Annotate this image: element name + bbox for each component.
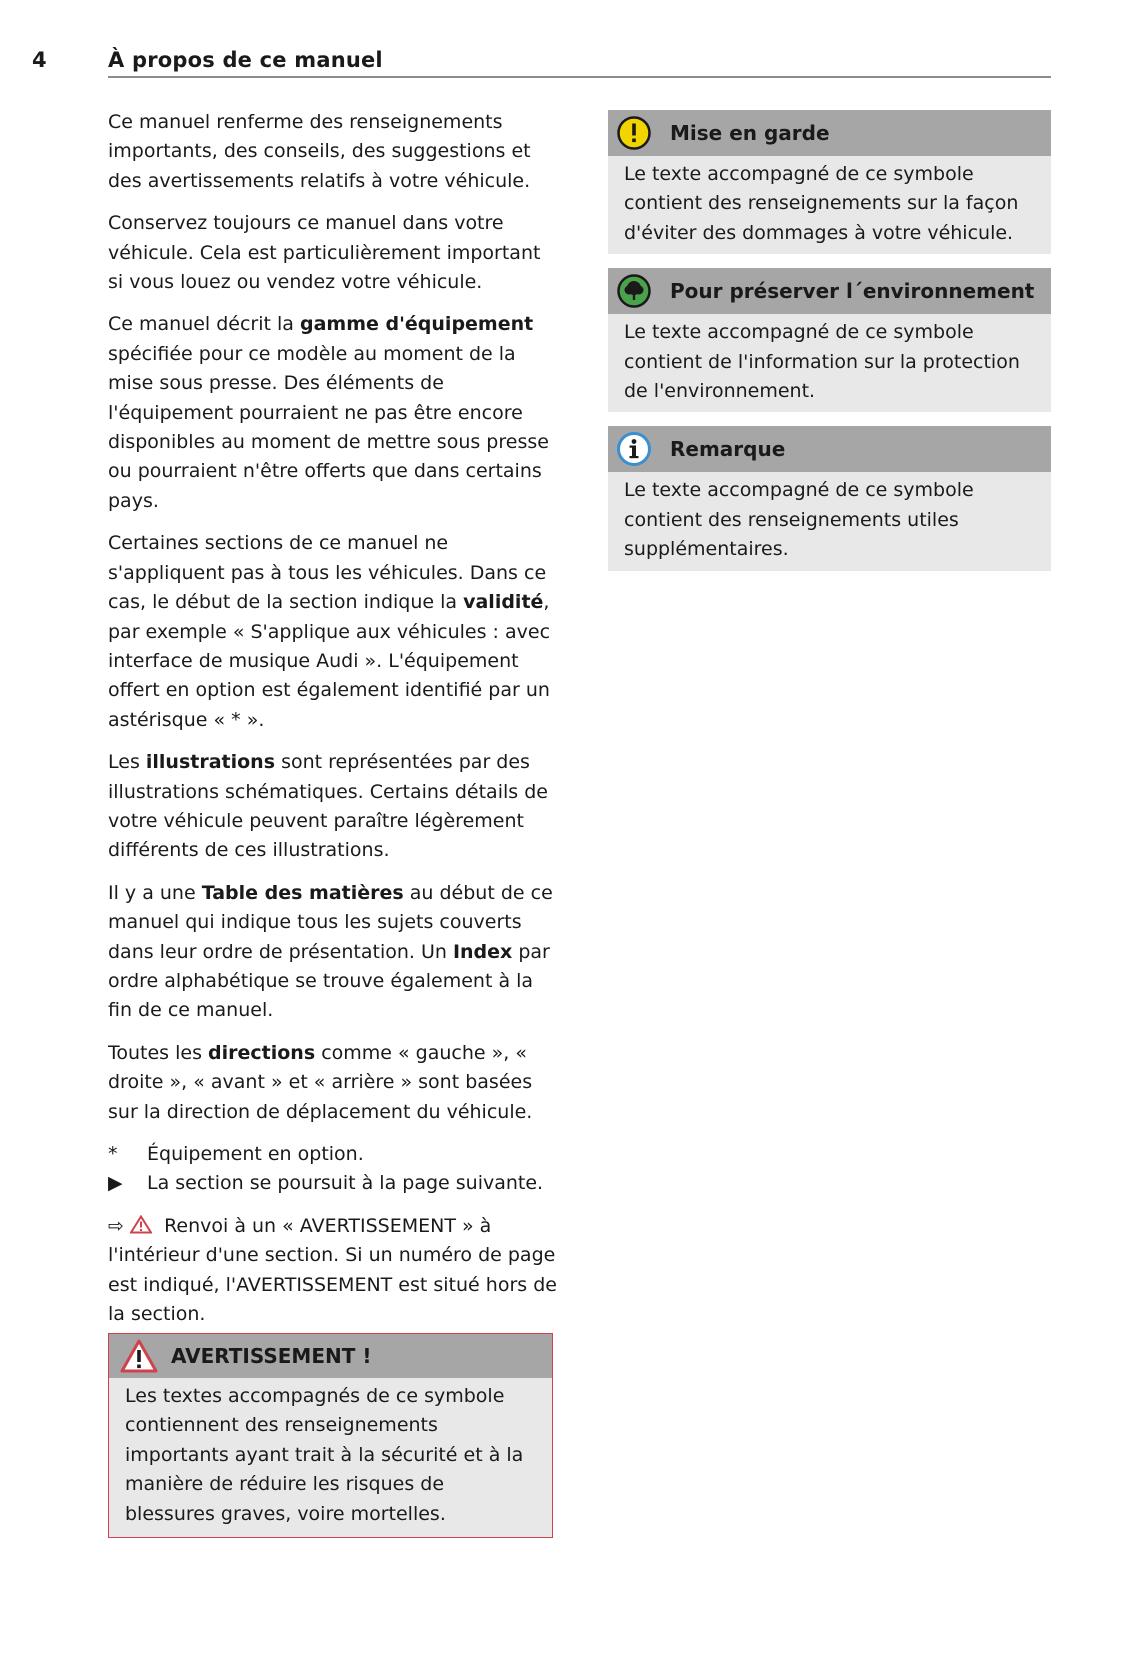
legend-optional-equipment [108,1140,558,1169]
warning-box-title: AVERTISSEMENT ! [171,1344,372,1368]
warning-triangle-icon [130,1215,152,1234]
paragraph-keep-manual: Conservez toujours ce manuel dans votre véhicule. Cela est particulièrement important si vous louez ou vendez votre véhicule. [108,212,541,294]
note-remark [608,426,1051,570]
exclamation-icon [616,115,652,151]
paragraph-directions: Toutes les directions comme « gauche », « droite », « avant » et « arrière » sont basées sur la direction de déplacement du véhicule. [108,1041,533,1123]
paragraph-equipment-range: Ce manuel décrit la gamme d'équipement spécifiée pour ce modèle au moment de la mise sous presse. Des éléments de l'équipement pourraient ne pas être encore disponibles au moment de mettre sous presse ou pourraient n'être offerts que dans certains pays. [108,313,549,512]
note-caution [608,110,1051,254]
play-triangle-icon: ▶ [108,1172,123,1195]
header-divider [108,76,1051,78]
note-environment [608,268,1051,412]
page-title: À propos de ce manuel [108,48,383,72]
note-remark-header [608,426,1051,472]
note-remark-text: Le texte accompagné de ce symbole contient des renseignements utiles supplémentaires. [624,479,974,561]
note-remark-title: Remarque [670,437,786,462]
warning-box [108,1333,553,1538]
paragraph-illustrations: Les illustrations sont représentées par des illustrations schématiques. Certains détails de votre véhicule peuvent paraître légèrement différents de ces illustrations. [108,751,548,862]
arrow-right-icon: ⇨ [108,1214,124,1237]
page-number: 4 [32,48,47,72]
paragraph-validity: Certaines sections de ce manuel ne s'appliquent pas à tous les véhicules. Dans ce cas, le début de la section indique la validité, par exemple « S'applique aux véhicules : avec interface de musique Audi ». L'équipement offert en option est également identifié par un astérisque « * ». [108,532,551,731]
warning-box-header [109,1334,552,1378]
note-caution-title: Mise en garde [670,121,830,145]
warning-box-text: Les textes accompagnés de ce symbole contiennent des renseignements importants ayant trait à la sécurité et à la manière de réduire les risques de blessures graves, voire mortelles. [125,1385,524,1525]
info-icon [616,431,652,467]
tree-icon [616,273,652,309]
note-environment-title: Pour préserver l´environnement [670,279,1035,304]
asterisk-icon: * [108,1143,118,1165]
page-header [0,44,1141,80]
right-column [608,110,1051,585]
paragraph-intro: Ce manuel renferme des renseignements importants, des conseils, des suggestions et des avertissements relatifs à votre véhicule. [108,111,531,192]
reference-text: Renvoi à un « AVERTISSEMENT » à l'intérieur d'une section. Si un numéro de page est indiqué, l'AVERTISSEMENT est situé hors de la section. [108,1214,557,1326]
note-caution-header [608,110,1051,156]
note-environment-text: Le texte accompagné de ce symbole contient de l'information sur la protection de l'environnement. [624,321,1020,403]
legend-text: Équipement en option. [147,1143,364,1165]
paragraph-table-of-contents: Il y a une Table des matières au début de ce manuel qui indique tous les sujets couverts dans leur ordre de présentation. Un Index par ordre alphabétique se trouve également à la fin de ce manuel. [108,881,553,1022]
paragraph-warning-reference [108,1212,558,1330]
warning-triangle-icon [119,1338,159,1374]
note-caution-text: Le texte accompagné de ce symbole contient des renseignements sur la façon d'éviter des dommages à votre véhicule. [624,163,1019,244]
legend-continued [108,1169,558,1198]
note-environment-header [608,268,1051,314]
legend-text: La section se poursuit à la page suivante. [147,1172,544,1195]
left-column [108,108,558,1342]
